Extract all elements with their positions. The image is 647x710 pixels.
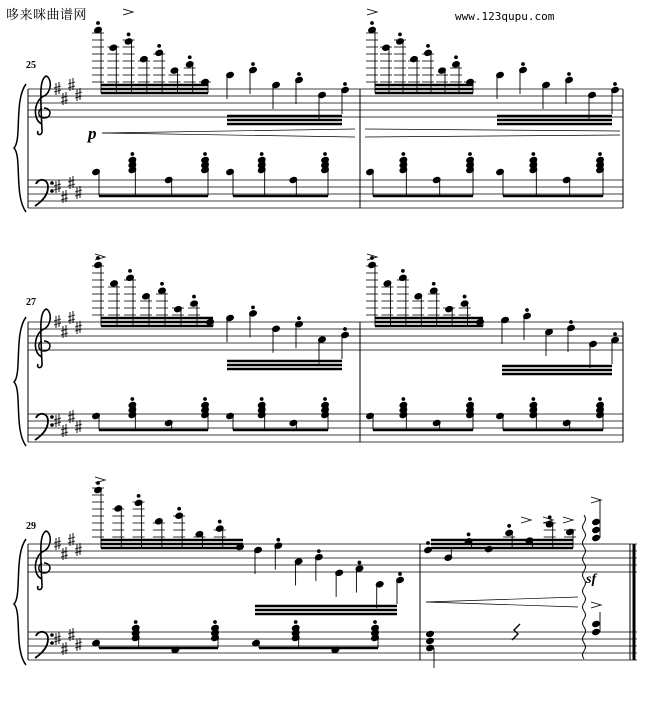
staccato-dot: [402, 398, 405, 401]
sharp-sign: [75, 186, 82, 199]
staccato-dot: [522, 63, 525, 66]
staccato-dot: [204, 398, 207, 401]
staccato-dot: [427, 542, 430, 545]
site-name: 哆来咪曲谱网: [6, 8, 88, 23]
staccato-dot: [570, 321, 573, 324]
measure-number-25: 25: [26, 60, 36, 71]
staccato-dot: [214, 621, 217, 624]
staccato-dot: [129, 269, 132, 272]
staccato-dot: [469, 398, 472, 401]
accent-mark: [95, 477, 105, 483]
staccato-dot: [532, 153, 535, 156]
staccato-dot: [97, 22, 100, 25]
bass-clef-dot: [51, 182, 54, 185]
note-head: [592, 628, 601, 635]
accent-mark: [123, 9, 133, 15]
bass-clef: [35, 180, 48, 206]
staccato-dot: [399, 573, 402, 576]
dynamic-sforzando: sf: [586, 572, 597, 587]
staccato-dot: [137, 494, 140, 497]
bass-clef-dot: [51, 634, 54, 637]
sharp-sign: [54, 537, 61, 550]
staccato-dot: [218, 520, 221, 523]
staccato-dot: [131, 398, 134, 401]
staccato-dot: [298, 73, 301, 76]
staccato-dot: [294, 621, 297, 624]
staccato-dot: [204, 153, 207, 156]
staccato-dot: [193, 295, 196, 298]
note-head: [426, 644, 435, 651]
staccato-dot: [178, 507, 181, 510]
staccato-dot: [252, 63, 255, 66]
staccato-dot: [402, 153, 405, 156]
staccato-dot: [371, 22, 374, 25]
sharp-sign: [75, 638, 82, 651]
staccato-dot: [427, 44, 430, 47]
staccato-dot: [134, 621, 137, 624]
staccato-dot: [298, 317, 301, 320]
sharp-sign: [75, 321, 82, 334]
sharp-sign: [54, 315, 61, 328]
dynamic-piano: p: [88, 124, 97, 143]
brace-1: [14, 84, 26, 212]
note-head: [426, 630, 435, 637]
staccato-dot: [401, 269, 404, 272]
staccato-dot: [317, 550, 320, 553]
staccato-dot: [127, 33, 130, 36]
staccato-dot: [344, 328, 347, 331]
bass-clef-dot: [51, 424, 54, 427]
bass-staff-3: [28, 632, 637, 660]
sharp-sign: [54, 414, 61, 427]
staccato-dot: [467, 533, 470, 536]
system-2: [14, 317, 623, 446]
staccato-dot: [260, 398, 263, 401]
sharp-sign: [54, 180, 61, 193]
staccato-dot: [161, 282, 164, 285]
system-1: [14, 84, 623, 212]
note-head: [592, 620, 601, 627]
staccato-dot: [277, 538, 280, 541]
staccato-dot: [358, 561, 361, 564]
staccato-dot: [614, 83, 617, 86]
treble-clef: [35, 309, 50, 368]
brace-2: [14, 317, 26, 446]
staccato-dot: [344, 83, 347, 86]
sharp-sign: [75, 420, 82, 433]
staccato-dot: [399, 33, 402, 36]
staccato-dot: [568, 73, 571, 76]
arpeggio-line: [583, 515, 586, 659]
staccato-dot: [463, 295, 466, 298]
bass-clef-dot: [51, 190, 54, 193]
staccato-dot: [324, 398, 327, 401]
staccato-dot: [469, 153, 472, 156]
staccato-dot: [260, 153, 263, 156]
sharp-sign: [75, 88, 82, 101]
brace-3: [14, 539, 26, 665]
bass-clef-dot: [51, 642, 54, 645]
staccato-dot: [532, 398, 535, 401]
note-head: [592, 526, 601, 533]
accent-mark: [563, 517, 573, 523]
sharp-sign: [54, 632, 61, 645]
sharp-sign: [75, 543, 82, 556]
staccato-dot: [188, 56, 191, 59]
staccato-dot: [374, 621, 377, 624]
note-head: [592, 534, 601, 541]
staccato-dot: [508, 524, 511, 527]
note-head: [426, 637, 435, 644]
treble-clef: [35, 76, 50, 135]
measure-number-27: 27: [26, 297, 36, 308]
measure-number-29: 29: [26, 521, 36, 532]
staccato-dot: [252, 306, 255, 309]
system-3: [14, 515, 637, 665]
bass-clef: [35, 632, 48, 658]
note-head: [592, 518, 601, 525]
staccato-dot: [455, 56, 458, 59]
bass-clef: [35, 414, 48, 440]
staccato-dot: [432, 282, 435, 285]
staccato-dot: [324, 153, 327, 156]
staccato-dot: [526, 309, 529, 312]
staccato-dot: [131, 153, 134, 156]
staccato-dot: [614, 333, 617, 336]
treble-clef: [35, 531, 50, 590]
bass-staff-1: [28, 180, 623, 208]
accent-mark: [367, 9, 377, 15]
accent-mark: [521, 517, 531, 523]
bass-clef-dot: [51, 416, 54, 419]
staccato-dot: [158, 44, 161, 47]
sharp-sign: [54, 82, 61, 95]
staccato-dot: [599, 398, 602, 401]
accent-mark: [591, 497, 601, 503]
staccato-dot: [599, 153, 602, 156]
accent-mark: [591, 602, 601, 608]
bass-staff-2: [28, 414, 623, 442]
site-url: www.123qupu.com: [455, 10, 555, 23]
